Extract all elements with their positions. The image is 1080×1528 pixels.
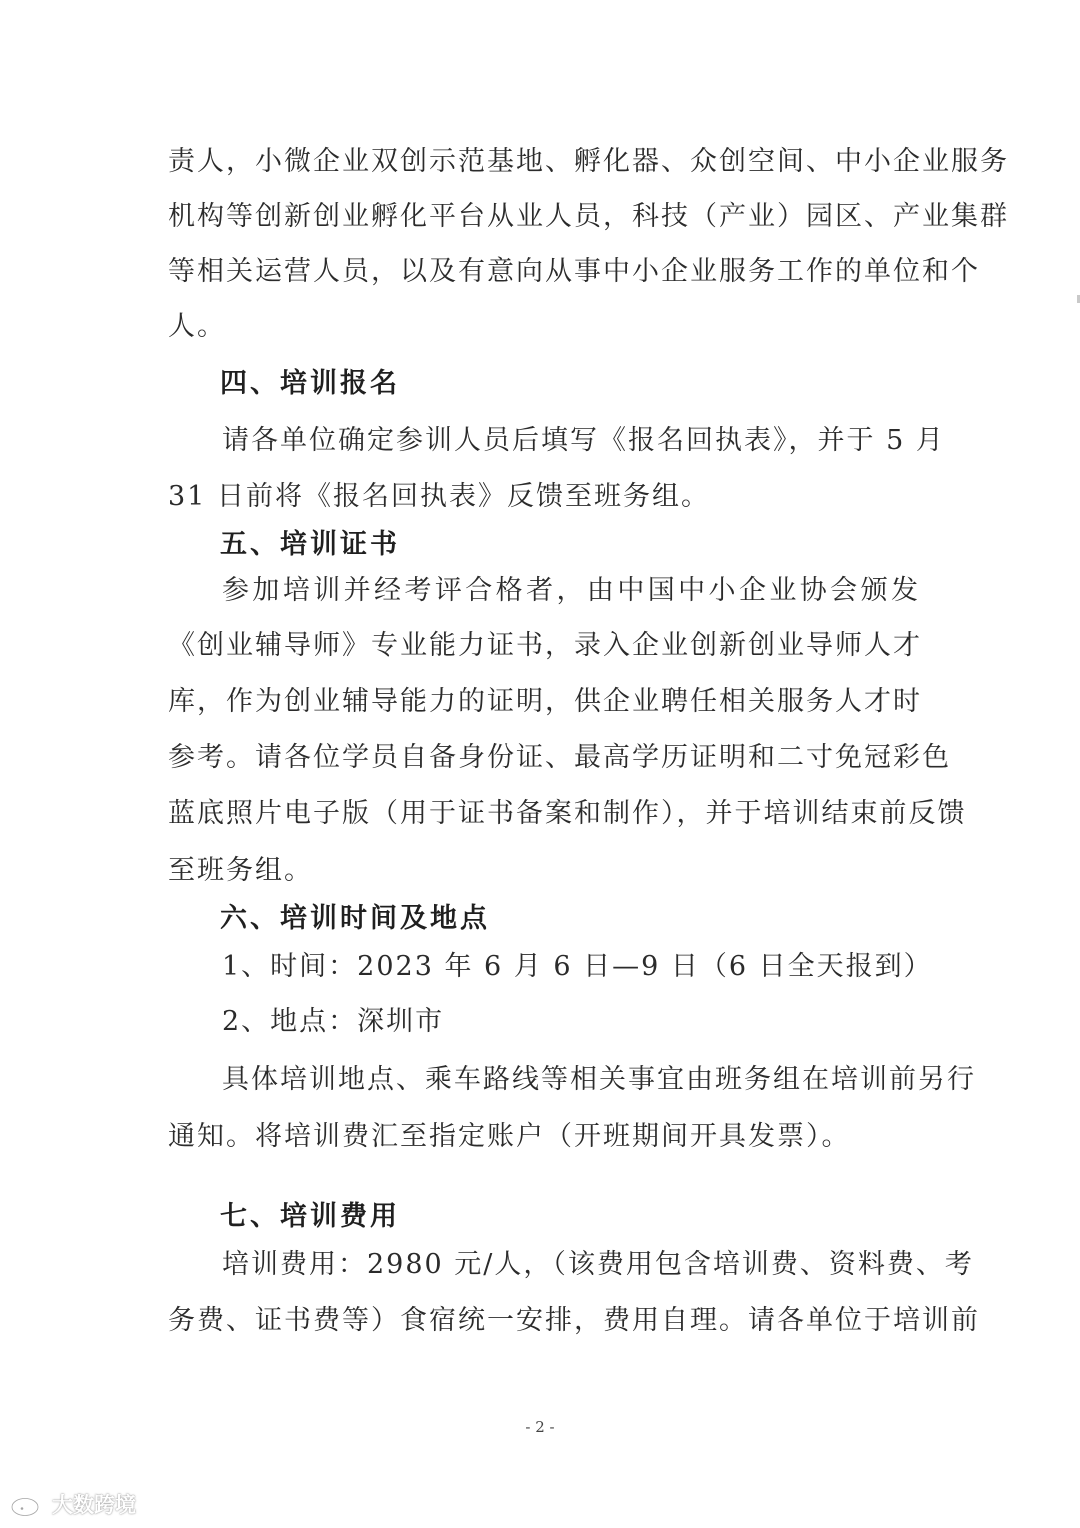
section-heading: 四、培训报名: [220, 368, 400, 399]
paragraph-line: 具体培训地点、乘车路线等相关事宜由班务组在培训前另行: [222, 1064, 976, 1095]
section-heading: 七、培训费用: [220, 1201, 400, 1232]
paragraph-line: 人。: [168, 311, 226, 342]
paragraph-line: 《创业辅导师》专业能力证书，录入企业创新创业导师人才: [168, 630, 922, 661]
paragraph-line: 通知。将培训费汇至指定账户（开班期间开具发票）。: [168, 1121, 851, 1152]
watermark: [10, 1488, 136, 1520]
paragraph-line: 等相关运营人员，以及有意向从事中小企业服务工作的单位和个: [168, 256, 980, 287]
paragraph-line: 请各单位确定参训人员后填写《报名回执表》，并于 5 月: [222, 425, 945, 456]
paragraph-line: 务费、证书费等）食宿统一安排，费用自理。请各单位于培训前: [168, 1305, 980, 1336]
schedule-location: 2、地点：深圳市: [222, 1006, 445, 1037]
paragraph-line: 蓝底照片电子版（用于证书备案和制作），并于培训结束前反馈: [168, 798, 967, 829]
paragraph-line: 库，作为创业辅导能力的证明，供企业聘任相关服务人才时: [168, 686, 922, 717]
watermark-text: 大数跨境: [52, 1493, 136, 1517]
paragraph-line: 机构等创新创业孵化平台从业人员，科技（产业）园区、产业集群: [168, 201, 1009, 232]
weibo-logo-icon: [10, 1491, 46, 1517]
section-heading: 五、培训证书: [220, 529, 400, 560]
page-number: - 2 -: [525, 1418, 555, 1436]
section-heading: 六、培训时间及地点: [220, 903, 490, 934]
paragraph-line: 参加培训并经考评合格者，由中国中小企业协会颁发: [222, 575, 920, 606]
paragraph-line: 31 日前将《报名回执表》反馈至班务组。: [168, 481, 710, 512]
schedule-time: 1、时间：2023 年 6 月 6 日—9 日（6 日全天报到）: [222, 951, 933, 982]
paragraph-line: 责人，小微企业双创示范基地、孵化器、众创空间、中小企业服务: [168, 146, 1009, 177]
paragraph-line: 参考。请各位学员自备身份证、最高学历证明和二寸免冠彩色: [168, 742, 951, 773]
paragraph-line: 培训费用：2980 元/人，（该费用包含培训费、资料费、考: [222, 1249, 974, 1280]
paragraph-line: 至班务组。: [168, 855, 313, 886]
